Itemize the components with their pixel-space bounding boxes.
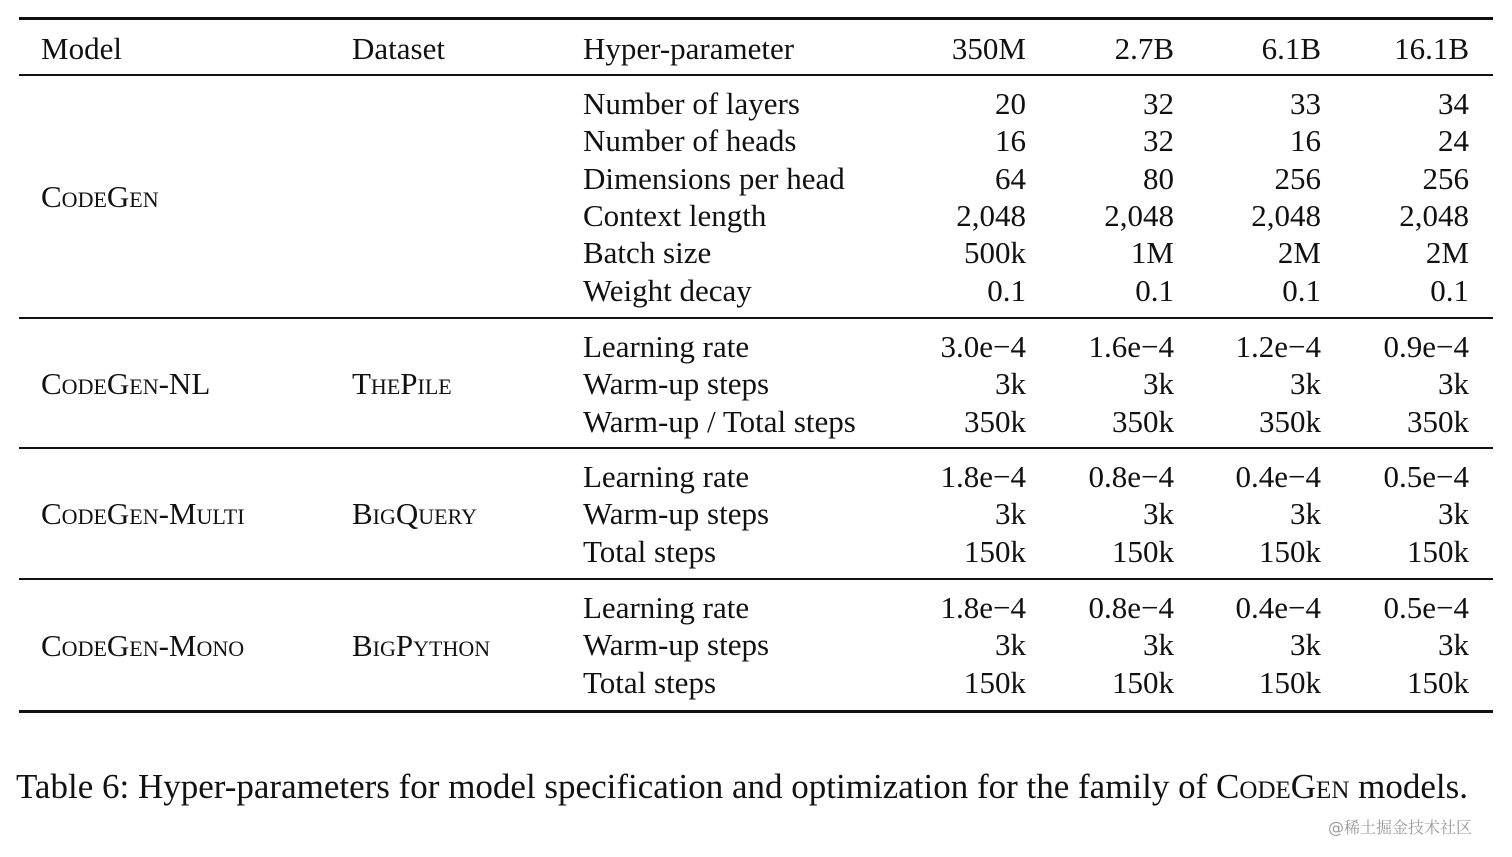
value-cell: 150k bbox=[964, 534, 1026, 569]
value-cell: 3k bbox=[1143, 496, 1174, 531]
header-size-2-7b: 2.7B bbox=[1114, 31, 1174, 66]
value-cell: 80 bbox=[1143, 161, 1174, 196]
value-cell: 0.4e−4 bbox=[1235, 459, 1321, 494]
value-cell: 150k bbox=[1112, 665, 1174, 700]
value-cell: 3k bbox=[1438, 366, 1469, 401]
dataset-thepile: ThePile bbox=[352, 366, 452, 401]
value-cell: 16 bbox=[995, 123, 1026, 158]
value-cell: 1.8e−4 bbox=[940, 459, 1026, 494]
watermark: @稀土掘金技术社区 bbox=[1328, 818, 1473, 837]
value-cell: 33 bbox=[1290, 86, 1321, 121]
param-label: Batch size bbox=[583, 235, 712, 270]
group-rule-3 bbox=[19, 578, 1493, 580]
param-label: Dimensions per head bbox=[583, 161, 845, 196]
value-cell: 3k bbox=[995, 366, 1026, 401]
value-cell: 1M bbox=[1130, 235, 1174, 270]
value-cell: 0.9e−4 bbox=[1383, 329, 1469, 364]
value-cell: 32 bbox=[1143, 86, 1174, 121]
param-label: Warm-up steps bbox=[583, 627, 770, 662]
header-rule bbox=[19, 74, 1493, 76]
header-size-350m: 350M bbox=[951, 31, 1026, 66]
value-cell: 2,048 bbox=[1251, 198, 1321, 233]
value-cell: 3k bbox=[1438, 496, 1469, 531]
value-cell: 350k bbox=[1112, 404, 1174, 439]
top-rule bbox=[19, 17, 1493, 20]
value-cell: 3k bbox=[1290, 496, 1321, 531]
value-cell: 0.1 bbox=[987, 273, 1026, 308]
value-cell: 16 bbox=[1290, 123, 1321, 158]
param-label: Number of layers bbox=[583, 86, 800, 121]
header-size-6-1b: 6.1B bbox=[1261, 31, 1321, 66]
param-label: Warm-up steps bbox=[583, 496, 770, 531]
value-cell: 1.2e−4 bbox=[1235, 329, 1321, 364]
value-cell: 64 bbox=[995, 161, 1026, 196]
param-label: Warm-up steps bbox=[583, 366, 770, 401]
value-cell: 0.1 bbox=[1282, 273, 1321, 308]
value-cell: 32 bbox=[1143, 123, 1174, 158]
value-cell: 0.8e−4 bbox=[1088, 459, 1174, 494]
value-cell: 2,048 bbox=[1399, 198, 1469, 233]
value-cell: 350k bbox=[1259, 404, 1321, 439]
value-cell: 0.4e−4 bbox=[1235, 590, 1321, 625]
value-cell: 1.8e−4 bbox=[940, 590, 1026, 625]
value-cell: 20 bbox=[995, 86, 1026, 121]
value-cell: 2,048 bbox=[1104, 198, 1174, 233]
value-cell: 350k bbox=[964, 404, 1026, 439]
group-rule-1 bbox=[19, 317, 1493, 319]
param-label: Total steps bbox=[583, 665, 717, 700]
model-codegen-mono: CodeGen-Mono bbox=[41, 628, 245, 663]
value-cell: 3k bbox=[995, 496, 1026, 531]
value-cell: 150k bbox=[1112, 534, 1174, 569]
value-cell: 0.5e−4 bbox=[1383, 459, 1469, 494]
param-label: Learning rate bbox=[583, 459, 750, 494]
param-label: Context length bbox=[583, 198, 767, 233]
value-cell: 150k bbox=[1407, 534, 1469, 569]
header-dataset: Dataset bbox=[352, 31, 445, 66]
param-label: Learning rate bbox=[583, 329, 750, 364]
value-cell: 3k bbox=[995, 627, 1026, 662]
value-cell: 24 bbox=[1438, 123, 1469, 158]
value-cell: 350k bbox=[1407, 404, 1469, 439]
value-cell: 150k bbox=[1407, 665, 1469, 700]
model-codegen-nl: CodeGen-NL bbox=[41, 366, 211, 401]
value-cell: 2,048 bbox=[956, 198, 1026, 233]
value-cell: 34 bbox=[1438, 86, 1469, 121]
param-label: Total steps bbox=[583, 534, 717, 569]
param-label: Learning rate bbox=[583, 590, 750, 625]
model-codegen-multi: CodeGen-Multi bbox=[41, 496, 245, 531]
param-label: Warm-up / Total steps bbox=[583, 404, 856, 439]
value-cell: 0.8e−4 bbox=[1088, 590, 1174, 625]
value-cell: 3k bbox=[1143, 627, 1174, 662]
value-cell: 3k bbox=[1438, 627, 1469, 662]
value-cell: 3k bbox=[1143, 366, 1174, 401]
value-cell: 256 bbox=[1422, 161, 1469, 196]
dataset-bigpython: BigPython bbox=[352, 628, 491, 663]
value-cell: 2M bbox=[1425, 235, 1469, 270]
value-cell: 0.1 bbox=[1135, 273, 1174, 308]
dataset-bigquery: BigQuery bbox=[352, 496, 477, 531]
caption-tail: models. bbox=[1349, 767, 1468, 806]
value-cell: 3k bbox=[1290, 627, 1321, 662]
caption-brand: CodeGen bbox=[1216, 767, 1350, 806]
value-cell: 256 bbox=[1274, 161, 1321, 196]
header-hyper-parameter: Hyper-parameter bbox=[583, 31, 795, 66]
value-cell: 500k bbox=[964, 235, 1026, 270]
value-cell: 1.6e−4 bbox=[1088, 329, 1174, 364]
value-cell: 0.1 bbox=[1430, 273, 1469, 308]
value-cell: 150k bbox=[964, 665, 1026, 700]
group-rule-2 bbox=[19, 447, 1493, 449]
value-cell: 3.0e−4 bbox=[940, 329, 1026, 364]
caption-text: Table 6: Hyper-parameters for model specification and optimization for the family of bbox=[16, 767, 1217, 806]
bottom-rule bbox=[19, 710, 1493, 713]
header-size-16-1b: 16.1B bbox=[1394, 31, 1469, 66]
param-label: Weight decay bbox=[583, 273, 752, 308]
value-cell: 150k bbox=[1259, 665, 1321, 700]
param-label: Number of heads bbox=[583, 123, 797, 158]
table-caption bbox=[16, 766, 1496, 807]
value-cell: 0.5e−4 bbox=[1383, 590, 1469, 625]
header-model: Model bbox=[41, 31, 122, 66]
value-cell: 2M bbox=[1277, 235, 1321, 270]
value-cell: 150k bbox=[1259, 534, 1321, 569]
value-cell: 3k bbox=[1290, 366, 1321, 401]
model-codegen: CodeGen bbox=[41, 179, 159, 214]
